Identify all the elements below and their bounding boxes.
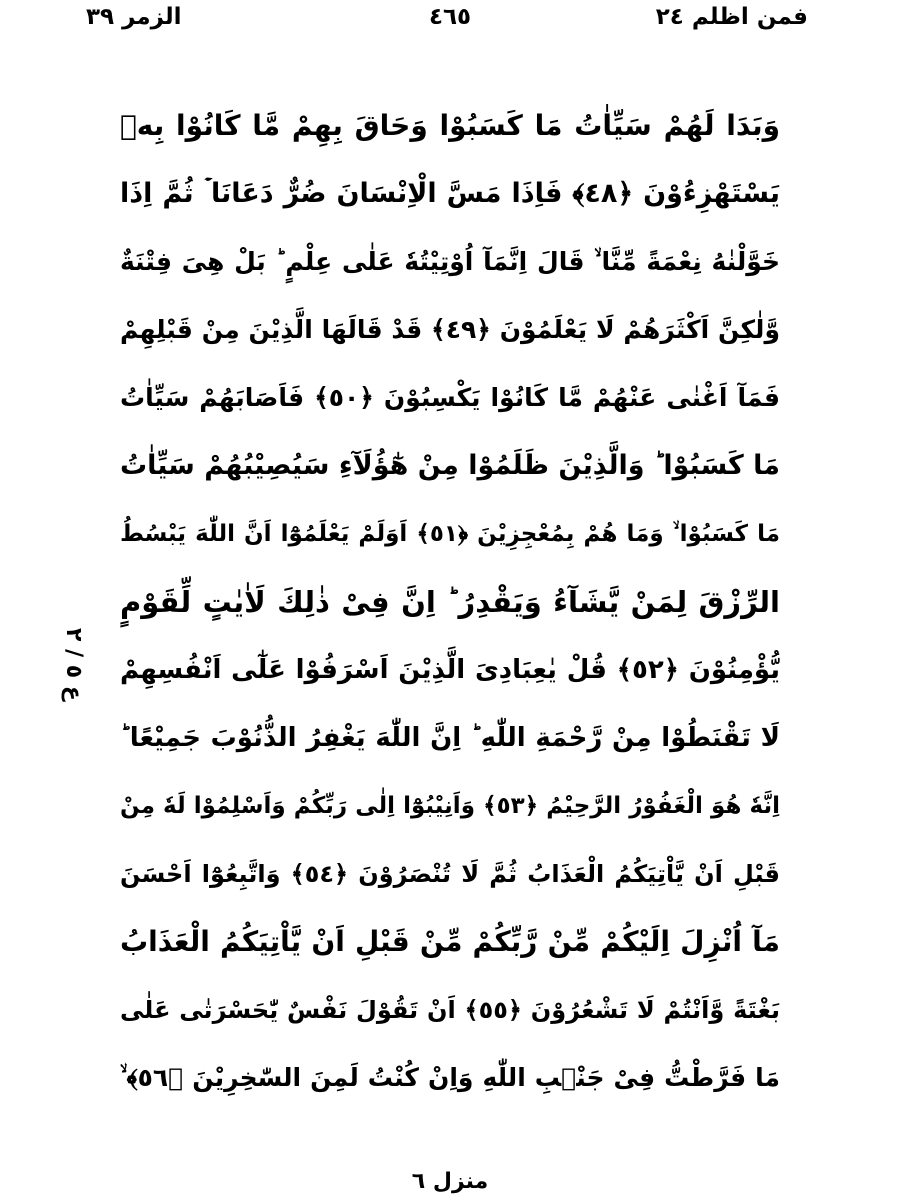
juz-label: فمن اظلم ٢٤ <box>655 4 808 30</box>
text-line-11: اِنَّهٗ هُوَ الْغَفُوْرُ الرَّحِيْمُ ﴿٥٣﴾ وَاَنِيْبُوْٓا اِلٰى رَبِّكُمْ وَاَسْلِمُوْا لَهٗ مِنْ <box>120 793 780 819</box>
text-line-13: مَآ اُنْزِلَ اِلَيْكُمْ مِّنْ رَّبِّكُمْ مِّنْ قَبْلِ اَنْ يَّاْتِيَكُمُ الْعَذَابُ <box>120 925 780 958</box>
text-line-10: لَا تَقْنَطُوْا مِنْ رَّحْمَةِ اللّٰهِ ؕ اِنَّ اللّٰهَ يَغْفِرُ الذُّنُوْبَ جَمِيْعًا ؕ <box>120 723 780 753</box>
text-line-6: مَا كَسَبُوْا ؕ وَالَّذِيْنَ ظَلَمُوْا مِنْ هٰٓؤُلَآءِ سَيُصِيْبُهُمْ سَيِّاٰتُ <box>120 450 780 481</box>
manzil-footer: منزل ٦ <box>411 1169 489 1194</box>
text-line-12: قَبْلِ اَنْ يَّاْتِيَكُمُ الْعَذَابُ ثُمَّ لَا تُنْصَرُوْنَ ﴿٥٤﴾ وَاتَّبِعُوْٓا اَحْسَنَ <box>120 860 780 888</box>
page-number: ٤٦٥ <box>428 4 472 30</box>
text-line-15: مَا فَرَّطْتُّ فِىْ جَنْۢبِ اللّٰهِ وَاِنْ كُنْتُ لَمِنَ السّٰخِرِيْنَ ﴿٥٦﴾ ۙ <box>120 1063 780 1092</box>
text-line-7: مَا كَسَبُوْا ۙ وَمَا هُمْ بِمُعْجِزِيْنَ ﴿٥١﴾ اَوَلَمْ يَعْلَمُوْٓا اَنَّ اللّٰهَ يَبْسُطُ <box>120 521 780 547</box>
text-line-5: فَمَآ اَغْنٰى عَنْهُمْ مَّا كَانُوْا يَكْسِبُوْنَ ﴿٥٠﴾ فَاَصَابَهُمْ سَيِّاٰتُ <box>120 383 780 412</box>
text-line-14: بَغْتَةً وَّاَنْتُمْ لَا تَشْعُرُوْنَ ﴿٥٥﴾ اَنْ تَقُوْلَ نَفْسٌ يّٰحَسْرَتٰى عَلٰى <box>120 996 780 1024</box>
quran-text-block <box>120 92 780 1112</box>
text-line-1: وَبَدَا لَهُمْ سَيِّاٰتُ مَا كَسَبُوْا وَحَاقَ بِهِمْ مَّا كَانُوْا بِهٖ <box>120 109 780 142</box>
text-line-9: يُّؤْمِنُوْنَ ﴿٥٢﴾ قُلْ يٰعِبَادِىَ الَّذِيْنَ اَسْرَفُوْا عَلٰٓى اَنْفُسِهِمْ <box>120 655 780 685</box>
page-header <box>0 0 900 40</box>
text-line-8: الرِّزْقَ لِمَنْ يَّشَآءُ وَيَقْدِرُ ؕ اِنَّ فِىْ ذٰلِكَ لَاٰيٰتٍ لِّقَوْمٍ <box>120 585 780 619</box>
ruku-marker: ع ٥ / ٢ <box>61 628 86 701</box>
text-line-3: خَوَّلْنٰهُ نِعْمَةً مِّنَّا ۙ قَالَ اِنَّمَآ اُوْتِيْتُهٗ عَلٰى عِلْمٍ ؕ بَلْ هِىَ فِتْنَةٌ <box>120 247 780 276</box>
surah-label: الزمر ٣٩ <box>86 4 182 30</box>
text-line-4: وَّلٰكِنَّ اَكْثَرَهُمْ لَا يَعْلَمُوْنَ ﴿٤٩﴾ قَدْ قَالَهَا الَّذِيْنَ مِنْ قَبْلِهِمْ <box>120 315 780 344</box>
text-line-2: يَسْتَهْزِءُوْنَ ﴿٤٨﴾ فَاِذَا مَسَّ الْاِنْسَانَ ضُرٌّ دَعَانَا ۡ ثُمَّ اِذَا <box>120 178 780 209</box>
